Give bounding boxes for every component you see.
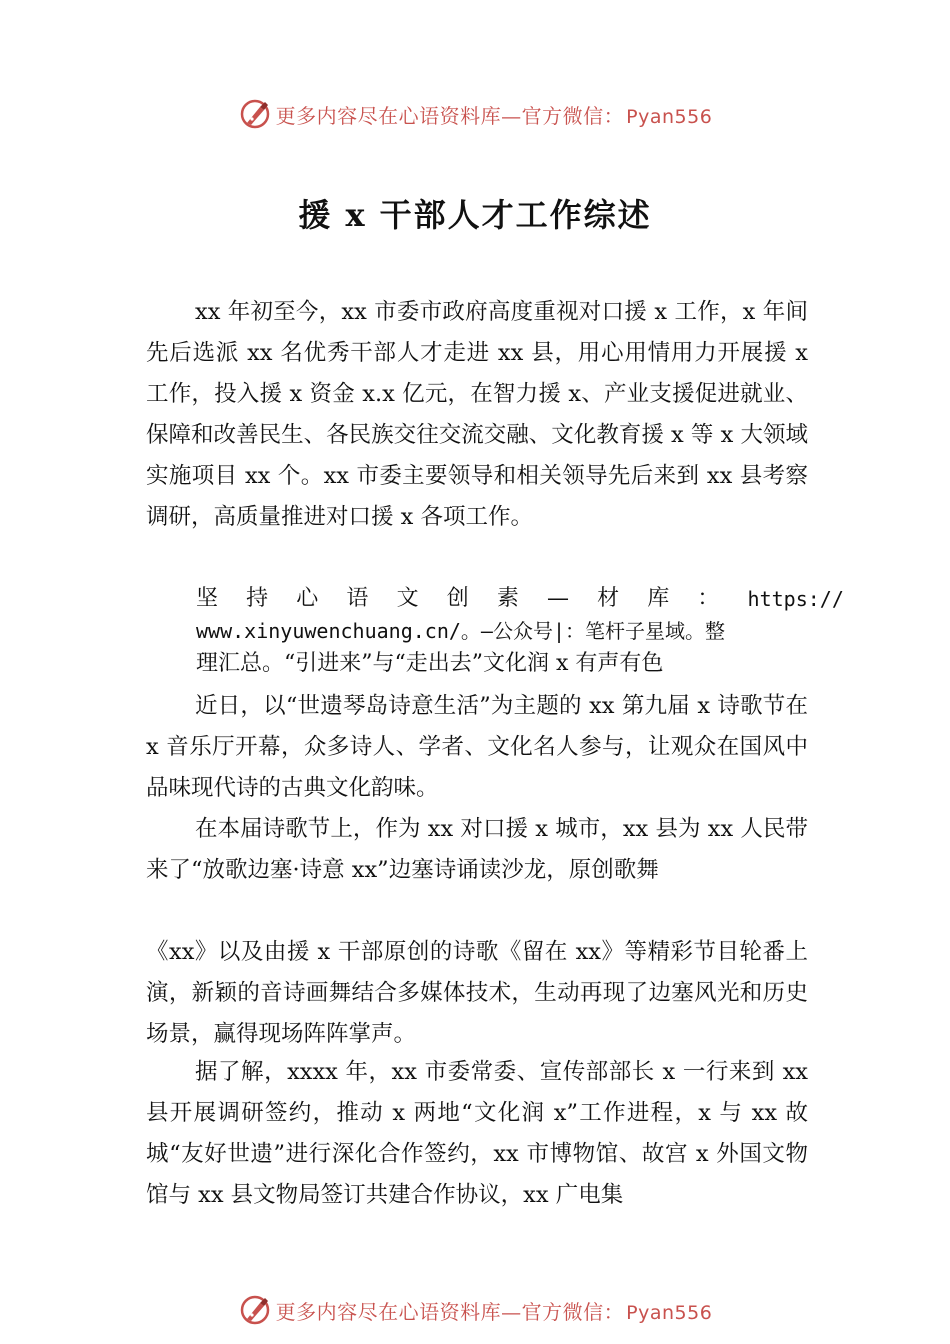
pen-nib-logo-icon — [238, 97, 272, 131]
header-banner — [0, 94, 950, 134]
banner-text: 更多内容尽在心语资料库—官方微信： Pyan556 — [275, 1299, 713, 1324]
footer-banner — [0, 1290, 950, 1330]
paragraph-5: 据了解，xxxx 年，xx 市委常委、宣传部部长 x 一行来到 xx 县开展调研签约，推动 x 两地“文化润 x”工作进程，x 与 xx 故城“友好世遗”进行深化合作签约，xx 市博物馆、故宫 x 外国文物馆与 xx 县文物局签订共建合作协议，xx 广电集 — [146, 1059, 808, 1208]
pen-nib-logo-icon — [238, 1293, 272, 1327]
paragraph-1: xx 年初至今，xx 市委市政府高度重视对口援 x 工作，x 年间先后选派 xx 名优秀干部人才走进 xx 县，用心用情用力开展援 x 工作，投入援 x 资金 x.x 亿元，在智力援 x、产业支援促进就业、保障和改善民生、各民族交往交流交融、文化教育援 x 等 x 大领域实施项目 xx 个。xx 市委主要领导和相关领导先后来到 xx 县考察调研，高质量推进对口援 x 各项工作。 — [146, 299, 808, 530]
paragraph-3: 在本届诗歌节上，作为 xx 对口援 x 城市，xx 县为 xx 人民带来了“放歌边塞·诗意 xx”边塞诗诵读沙龙，原创歌舞 — [146, 816, 808, 883]
watermark-line-1: 坚 持 心 语 文 创 素 — 材 库 ： https:// — [196, 586, 844, 611]
paragraph-2: 近日，以“世遗琴岛诗意生活”为主题的 xx 第九届 x 诗歌节在 x 音乐厅开幕，众多诗人、学者、文化名人参与，让观众在国风中品味现代诗的古典文化韵味。 — [146, 693, 808, 801]
wechat-handle: Pyan556 — [626, 1301, 713, 1324]
document-title: 援 x 干部人才工作综述 — [298, 196, 652, 234]
banner-text: 更多内容尽在心语资料库—官方微信： Pyan556 — [275, 103, 713, 128]
wechat-handle: Pyan556 — [626, 105, 713, 128]
watermark-line-2: www.xinyuwenchuang.cn/。—公众号|：笔杆子星域。整 — [196, 619, 725, 643]
paragraph-4: 《xx》以及由援 x 干部原创的诗歌《留在 xx》等精彩节目轮番上演，新颖的音诗画舞结合多媒体技术，生动再现了边塞风光和历史场景，赢得现场阵阵掌声。 — [146, 939, 808, 1047]
watermark-text — [196, 583, 844, 680]
watermark-line-3: 理汇总。“引进来”与“走出去”文化润 x 有声有色 — [196, 651, 664, 676]
